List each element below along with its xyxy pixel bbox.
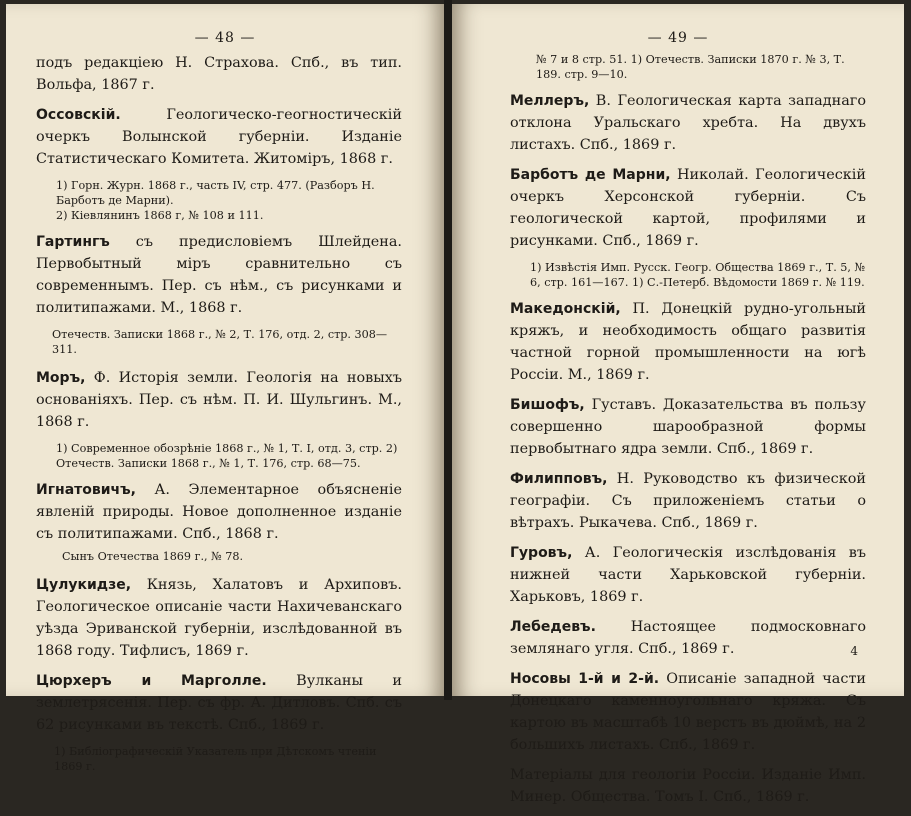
bib-entry xyxy=(36,104,402,170)
entry-notes xyxy=(36,178,402,223)
author-name: Меллеръ, xyxy=(510,93,590,109)
author-name: Барботъ де Марни, xyxy=(510,167,671,183)
bib-entry xyxy=(510,616,866,660)
bib-entry xyxy=(510,668,866,756)
author-name: Игнатовичъ, xyxy=(36,482,137,498)
entry-text: Густавъ. Доказательства въ пользу совершенно шарообразной формы первобытнаго ядра земли. Спб., 1869 г. xyxy=(510,397,866,457)
bib-entry xyxy=(510,764,866,808)
bib-entry xyxy=(510,90,866,156)
author-name: Носовы 1-й и 2-й. xyxy=(510,671,660,687)
bib-entry xyxy=(36,367,402,433)
entry-text: А. Элементарное объясненіе явленій природы. Новое дополненное изданіе съ политипажами. Спб., 1868 г. xyxy=(36,482,402,542)
bib-entry xyxy=(510,468,866,534)
bib-entry xyxy=(510,394,866,460)
continued-entry: подъ редакціею Н. Страхова. Спб., въ тип. Вольфа, 1867 г. xyxy=(36,55,402,93)
entry-text: Матеріалы для геологіи Россіи. Изданіе Имп. Минер. Общества. Томъ I. Спб., 1869 г. xyxy=(510,767,866,805)
entry-text: В. Геологическая карта западнаго отклона Уральскаго хребта. На двухъ листахъ. Спб., 1869 г. xyxy=(510,93,866,153)
left-page-content xyxy=(6,52,444,774)
book-gutter xyxy=(444,0,452,700)
bib-entry xyxy=(36,231,402,319)
bib-entry xyxy=(36,670,402,736)
author-name: Бишофъ, xyxy=(510,397,585,413)
bib-entry xyxy=(36,574,402,662)
continued-note: № 7 и 8 стр. 51. 1) Отечеств. Записки 1870 г. № 3, Т. 189. стр. 9—10. xyxy=(536,53,845,81)
page-number-right: — 49 — xyxy=(647,30,709,46)
entry-text: Описаніе западной части Донецкаго каменноугольнаго кряжа. Съ картою въ масштабѣ 10 верстъ въ дюймѣ, на 2 большихъ листахъ. Спб., 1869 г. xyxy=(510,671,866,753)
author-name: Оссовскій. xyxy=(36,107,121,123)
entry-text: П. Донецкій рудно-угольный кряжъ, и необходимость общаго развитія частной горной промышленности на югѣ Россіи. М., 1869 г. xyxy=(510,301,866,383)
entry-note: Отечеств. Записки 1868 г., № 2, Т. 176, отд. 2, стр. 308—311. xyxy=(52,328,388,356)
author-name: Гуровъ, xyxy=(510,545,573,561)
page-number-left: — 48 — xyxy=(194,30,256,46)
entry-note: Сынъ Отечества 1869 г., № 78. xyxy=(62,550,244,563)
bib-entry xyxy=(510,298,866,386)
author-name: Лебедевъ. xyxy=(510,619,596,635)
right-page-content xyxy=(452,48,904,816)
author-name: Моръ, xyxy=(36,370,86,386)
entry-note: 1) Библіографическій Указатель при Дѣтскомъ чтеніи 1869 г. xyxy=(54,745,377,773)
author-name: Гартингъ xyxy=(36,234,110,250)
author-name: Филипповъ, xyxy=(510,471,608,487)
author-name: Цулукидзе, xyxy=(36,577,132,593)
entry-note: 2) Кіевлянинъ 1868 г, № 108 и 111. xyxy=(56,209,264,222)
entry-text: А. Геологическія изслѣдованія въ нижней части Харьковской губерніи. Харьковъ, 1869 г. xyxy=(510,545,866,605)
entry-note: 1) Современное обозрѣніе 1868 г., № 1, Т. I, отд. 3, стр. 2) Отечеств. Записки 1868 г., № 1, Т. 176, стр. 68—75. xyxy=(56,442,398,470)
author-name: Цюрхеръ и Марголле. xyxy=(36,673,267,689)
entry-note: 1) Горн. Журн. 1868 г., часть IV, стр. 477. (Разборъ Н. Барботъ де Марни). xyxy=(56,179,375,207)
entry-text: Николай. Геологическій очеркъ Херсонской губерніи. Съ геологической картой, профилями и рисунками. Спб., 1869 г. xyxy=(510,167,866,249)
left-page xyxy=(6,4,444,773)
entry-text: съ предисловіемъ Шлейдена. Первобытный міръ сравнительно съ современнымъ. Пер. съ нѣм., съ рисунками и политипажами. М., 1868 г. xyxy=(36,234,402,316)
entry-text: Князь, Халатовъ и Архиповъ. Геологическое описаніе части Нахичеванскаго уѣзда Эриванской губерніи, изслѣдованной въ 1868 году. Тифлисъ, 1869 г. xyxy=(36,577,402,659)
entry-text: Настоящее подмосковнаго землянаго угля. Спб., 1869 г. xyxy=(510,619,866,657)
entry-text: Вулканы и землетрясенія. Пер. съ фр. А. Дитловъ. Спб. съ 62 рисунками въ текстѣ. Спб., 1869 г. xyxy=(36,673,403,733)
bib-entry xyxy=(510,542,866,608)
entry-text: Ф. Исторія земли. Геологія на новыхъ основаніяхъ. Пер. съ нѣм. П. И. Шульгинъ. М., 1868 г. xyxy=(36,370,402,430)
right-page xyxy=(452,4,904,805)
author-name: Македонскій, xyxy=(510,301,621,317)
entry-text: Н. Руководство къ физической географіи. Съ приложеніемъ статьи о вѣтрахъ. Рыкачева. Спб., 1869 г. xyxy=(510,471,866,531)
entry-note: 1) Извѣстія Имп. Русск. Геогр. Общества 1869 г., Т. 5, № 6, стр. 161—167. 1) С.-Петерб. Вѣдомости 1869 г. № 119. xyxy=(530,261,866,289)
entry-text: Геологическо-геогностическій очеркъ Волынской губерніи. Изданіе Статистическаго Комитета. Житоміръ, 1868 г. xyxy=(36,107,402,167)
bib-entry xyxy=(510,164,866,252)
signature-mark: 4 xyxy=(850,644,858,658)
bib-entry xyxy=(36,479,402,545)
